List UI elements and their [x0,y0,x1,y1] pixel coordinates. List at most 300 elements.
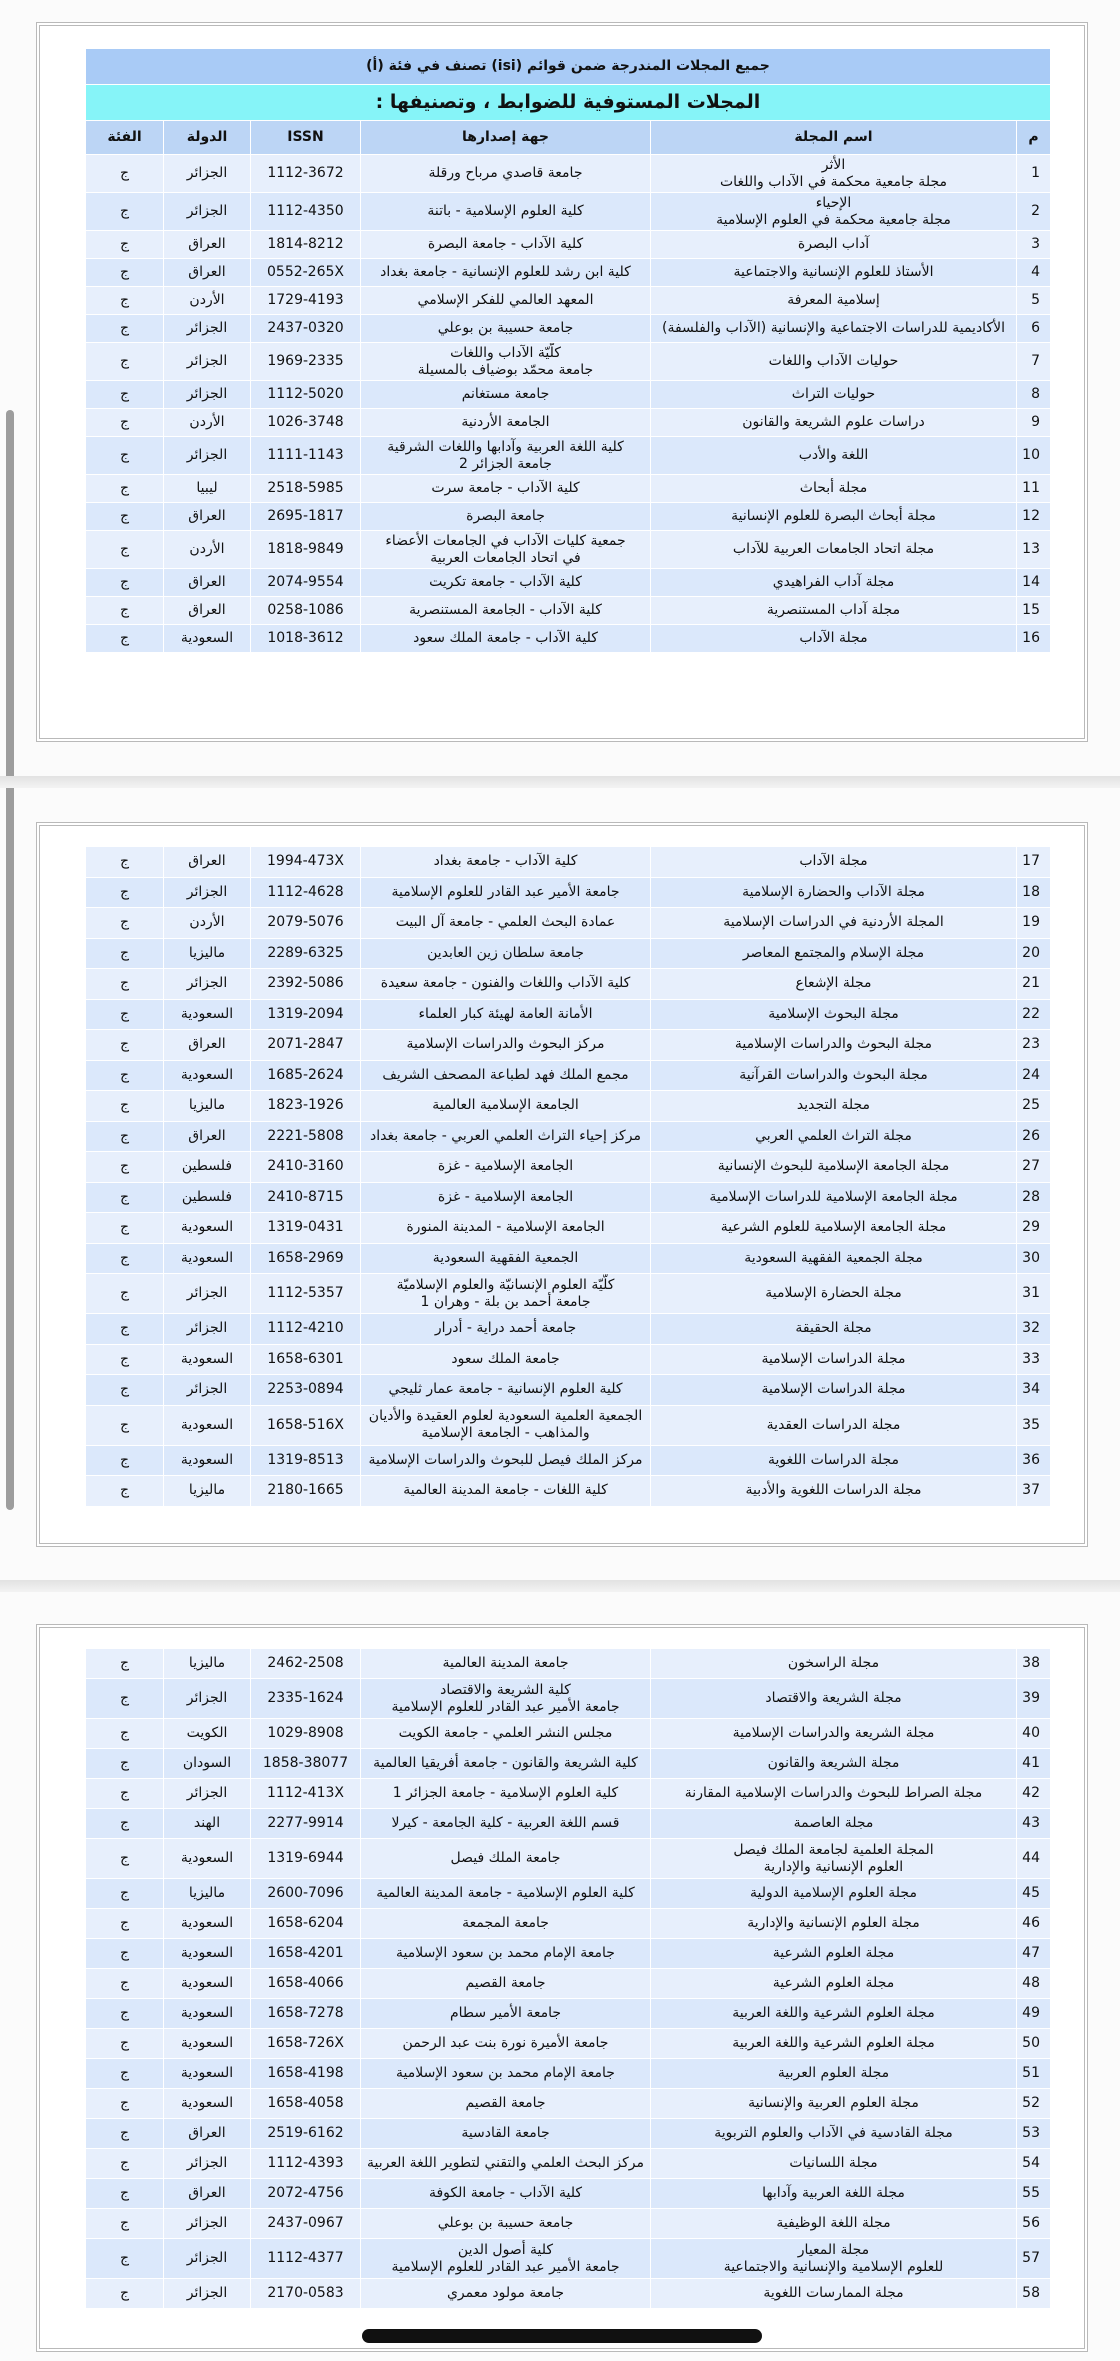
journal-country: الجزائر [164,315,251,343]
journal-name: مجلة الدراسات اللغوية [651,1445,1017,1476]
journal-issn: 1319-0431 [251,1213,361,1244]
journal-issn: 1112-4377 [251,2239,361,2279]
journal-publisher: مجلس النشر العلمي - جامعة الكويت [361,1719,651,1749]
journal-category: ج [86,1152,164,1183]
table-row [86,999,1051,1030]
row-number: 38 [1017,1649,1051,1679]
journal-name: مجلة البحوث والدراسات القرآنية [651,1060,1017,1091]
row-number: 31 [1017,1274,1051,1314]
journal-publisher: مركز البحوث والدراسات الإسلامية [361,1030,651,1061]
row-number: 13 [1017,531,1051,569]
page-separator [0,1580,1120,1592]
journal-country: الجزائر [164,969,251,1000]
journal-publisher: الجامعة الإسلامية - غزة [361,1182,651,1213]
row-number: 17 [1017,847,1051,878]
journal-name: حوليات التراث [651,381,1017,409]
journal-publisher: جامعة المدينة العالمية [361,1649,651,1679]
journal-name: مجلة الإشعاع [651,969,1017,1000]
journal-issn: 1729-4193 [251,287,361,315]
table-row [86,1809,1051,1839]
table-row [86,1182,1051,1213]
journal-issn: 2335-1624 [251,1679,361,1719]
journal-publisher: الجامعة الإسلامية العالمية [361,1091,651,1122]
row-number: 37 [1017,1476,1051,1507]
row-number: 35 [1017,1405,1051,1445]
header-publisher: جهة إصدارها [361,121,651,155]
journal-publisher: جامعة الإمام محمد بن سعود الإسلامية [361,2059,651,2089]
journal-publisher: كلية الشريعة والقانون - جامعة أفريقيا العالمية [361,1749,651,1779]
journals-table-2 [85,846,1051,1507]
table-row [86,2029,1051,2059]
journal-issn: 2289-6325 [251,938,361,969]
journal-country: الجزائر [164,1779,251,1809]
row-number: 52 [1017,2089,1051,2119]
row-number: 33 [1017,1344,1051,1375]
journal-category: ج [86,969,164,1000]
table-row [86,231,1051,259]
journal-issn: 1658-6204 [251,1909,361,1939]
journal-category: ج [86,531,164,569]
journal-publisher: جامعة سلطان زين العابدين [361,938,651,969]
journal-country: السعودية [164,1999,251,2029]
journal-issn: 1112-4393 [251,2149,361,2179]
journal-publisher: كلية الآداب - جامعة تكريت [361,569,651,597]
journal-country: الجزائر [164,193,251,231]
table-row [86,1719,1051,1749]
journal-country: العراق [164,569,251,597]
header-issn: ISSN [251,121,361,155]
journal-issn: 1029-8908 [251,1719,361,1749]
journal-country: السعودية [164,1445,251,1476]
journal-category: ج [86,1243,164,1274]
row-number: 2 [1017,193,1051,231]
row-number: 27 [1017,1152,1051,1183]
journal-country: السعودية [164,1060,251,1091]
journal-issn: 1685-2624 [251,1060,361,1091]
journal-country: الجزائر [164,1274,251,1314]
journal-name: مجلة اللغة الوظيفية [651,2209,1017,2239]
journal-issn: 1658-726X [251,2029,361,2059]
journal-name: مجلة الجامعة الإسلامية للعلوم الشرعية [651,1213,1017,1244]
journal-country: ليبيا [164,475,251,503]
journal-issn: 1018-3612 [251,625,361,653]
journal-publisher: جامعة حسيبة بن بوعلي [361,315,651,343]
journal-country: الكويت [164,1719,251,1749]
journal-country: الجزائر [164,1679,251,1719]
document-title: جميع المجلات المندرجة ضمن قوائم (isi) تصنف في فئة (أ) [86,49,1051,85]
row-number: 19 [1017,908,1051,939]
journal-category: ج [86,1999,164,2029]
journal-publisher: مجمع الملك فهد لطباعة المصحف الشريف [361,1060,651,1091]
journal-country: العراق [164,847,251,878]
journal-issn: 1658-7278 [251,1999,361,2029]
table-row [86,1274,1051,1314]
journal-issn: 1658-4066 [251,1969,361,1999]
table-row [86,343,1051,381]
journal-issn: 1111-1143 [251,437,361,475]
table-row [86,259,1051,287]
journal-name: مجلة الشريعة والاقتصاد [651,1679,1017,1719]
journal-name: مجلة القادسية في الآداب والعلوم التربوية [651,2119,1017,2149]
journal-category: ج [86,1314,164,1345]
journal-publisher: كلية العلوم الإسلامية - جامعة الجزائر 1 [361,1779,651,1809]
journal-category: ج [86,437,164,475]
journal-issn: 1818-9849 [251,531,361,569]
journal-country: الجزائر [164,2209,251,2239]
journal-category: ج [86,2279,164,2309]
row-number: 56 [1017,2209,1051,2239]
journal-country: السعودية [164,1939,251,1969]
journal-category: ج [86,1091,164,1122]
journal-publisher: كلية العلوم الإسلامية - جامعة المدينة العالمية [361,1879,651,1909]
journal-name: دراسات علوم الشريعة والقانون [651,409,1017,437]
journal-country: ماليزيا [164,938,251,969]
row-number: 6 [1017,315,1051,343]
journal-category: ج [86,1213,164,1244]
journal-country: الجزائر [164,2279,251,2309]
row-number: 32 [1017,1314,1051,1345]
journal-issn: 2410-3160 [251,1152,361,1183]
journal-name: الأكاديمية للدراسات الاجتماعية والإنسانية (الآداب والفلسفة) [651,315,1017,343]
journal-name: مجلة الآداب [651,847,1017,878]
journal-publisher: الجمعية الفقهية السعودية [361,1243,651,1274]
journal-name: مجلة الحقيقة [651,1314,1017,1345]
table-row [86,2089,1051,2119]
journal-issn: 1112-5020 [251,381,361,409]
row-number: 44 [1017,1839,1051,1879]
journal-category: ج [86,847,164,878]
row-number: 29 [1017,1213,1051,1244]
row-number: 49 [1017,1999,1051,2029]
journal-publisher: الجامعة الأردنية [361,409,651,437]
table-row [86,2179,1051,2209]
table-row [86,2239,1051,2279]
journal-category: ج [86,2029,164,2059]
journal-category: ج [86,231,164,259]
row-number: 14 [1017,569,1051,597]
journal-publisher: كلية الآداب - جامعة الكوفة [361,2179,651,2209]
journal-category: ج [86,193,164,231]
journal-country: ماليزيا [164,1879,251,1909]
scrollbar[interactable] [6,410,14,1510]
journal-issn: 1658-516X [251,1405,361,1445]
journal-category: ج [86,1879,164,1909]
journal-category: ج [86,1679,164,1719]
table-row [86,437,1051,475]
journal-country: العراق [164,231,251,259]
document-page-2 [36,822,1088,1547]
journal-category: ج [86,569,164,597]
row-number: 10 [1017,437,1051,475]
journal-name: مجلة البحوث والدراسات الإسلامية [651,1030,1017,1061]
journal-category: ج [86,2179,164,2209]
journal-issn: 2437-0967 [251,2209,361,2239]
row-number: 7 [1017,343,1051,381]
journal-publisher: جامعة قاصدي مرباح ورقلة [361,155,651,193]
journal-publisher: كلية الآداب - الجامعة المستنصرية [361,597,651,625]
journal-publisher: كلية العلوم الإسلامية - باتنة [361,193,651,231]
journal-category: ج [86,343,164,381]
table-row [86,2209,1051,2239]
table-row [86,908,1051,939]
journal-publisher: جامعة مستغانم [361,381,651,409]
journal-name: مجلة الآداب [651,625,1017,653]
journal-issn: 1112-4350 [251,193,361,231]
journal-category: ج [86,1649,164,1679]
journal-category: ج [86,475,164,503]
journal-category: ج [86,2209,164,2239]
journal-publisher: كلية الآداب واللغات والفنون - جامعة سعيدة [361,969,651,1000]
journal-category: ج [86,1375,164,1406]
row-number: 22 [1017,999,1051,1030]
journal-country: الجزائر [164,437,251,475]
journal-publisher: جامعة الأمير سطام [361,1999,651,2029]
journal-publisher: كلية العلوم الإنسانية - جامعة عمار ثليجي [361,1375,651,1406]
header-country: الدولة [164,121,251,155]
journal-publisher: كلية الآداب - جامعة البصرة [361,231,651,259]
journal-name: مجلة الشريعة والقانون [651,1749,1017,1779]
journal-category: ج [86,155,164,193]
journal-publisher: كلّيّة الآداب واللغات جامعة محمّد بوضياف بالمسيلة [361,343,651,381]
journal-publisher: كلية الآداب - جامعة سرت [361,475,651,503]
table-row [86,503,1051,531]
table-row [86,155,1051,193]
row-number: 40 [1017,1719,1051,1749]
journal-category: ج [86,1809,164,1839]
table-row [86,315,1051,343]
journal-name: مجلة الدراسات الإسلامية [651,1375,1017,1406]
home-indicator[interactable] [362,2329,762,2343]
journal-name: مجلة الجامعة الإسلامية للبحوث الإنسانية [651,1152,1017,1183]
table-row [86,1030,1051,1061]
journal-country: العراق [164,503,251,531]
table-row [86,597,1051,625]
journal-category: ج [86,1969,164,1999]
row-number: 48 [1017,1969,1051,1999]
journal-issn: 1658-4201 [251,1939,361,1969]
document-page-3 [36,1624,1088,2352]
table-row [86,847,1051,878]
journal-name: مجلة العاصمة [651,1809,1017,1839]
row-number: 54 [1017,2149,1051,2179]
journal-publisher: كلية الشريعة والاقتصاد جامعة الأمير عبد القادر للعلوم الإسلامية [361,1679,651,1719]
journal-category: ج [86,1476,164,1507]
table-row [86,938,1051,969]
journal-issn: 2392-5086 [251,969,361,1000]
row-number: 12 [1017,503,1051,531]
table-row [86,2119,1051,2149]
journal-name: مجلة الدراسات العقدية [651,1405,1017,1445]
table-row [86,1344,1051,1375]
row-number: 4 [1017,259,1051,287]
journal-publisher: مركز الملك فيصل للبحوث والدراسات الإسلامية [361,1445,651,1476]
journal-country: السعودية [164,999,251,1030]
journal-publisher: جامعة الملك سعود [361,1344,651,1375]
table-row [86,1121,1051,1152]
table-row [86,969,1051,1000]
journal-issn: 1112-4628 [251,877,361,908]
row-number: 8 [1017,381,1051,409]
journal-country: الهند [164,1809,251,1839]
journal-name: مجلة اللسانيات [651,2149,1017,2179]
row-number: 5 [1017,287,1051,315]
journal-category: ج [86,2089,164,2119]
journal-issn: 2072-4756 [251,2179,361,2209]
journal-issn: 1319-6944 [251,1839,361,1879]
journal-country: الأردن [164,531,251,569]
journal-publisher: كلية اللغات - جامعة المدينة العالمية [361,1476,651,1507]
journal-publisher: جامعة حسيبة بن بوعلي [361,2209,651,2239]
journal-publisher: الأمانة العامة لهيئة كبار العلماء [361,999,651,1030]
journal-name: المجلة الأردنية في الدراسات الإسلامية [651,908,1017,939]
journal-name: مجلة الصراط للبحوث والدراسات الإسلامية المقارنة [651,1779,1017,1809]
journal-publisher: كلّيّة العلوم الإنسانيّة والعلوم الإسلاميّة جامعة أحمد بن بلة - وهران 1 [361,1274,651,1314]
journal-name: مجلة آداب المستنصرية [651,597,1017,625]
journal-country: ماليزيا [164,1091,251,1122]
page-separator [0,776,1120,788]
journal-name: مجلة الجمعية الفقهية السعودية [651,1243,1017,1274]
journal-name: إسلامية المعرفة [651,287,1017,315]
table-row [86,569,1051,597]
table-row [86,1969,1051,1999]
journal-name: مجلة التراث العلمي العربي [651,1121,1017,1152]
row-number: 39 [1017,1679,1051,1719]
journal-publisher: الجمعية العلمية السعودية لعلوم العقيدة والأديان والمذاهب - الجامعة الإسلامية [361,1405,651,1445]
journal-category: ج [86,1274,164,1314]
journal-issn: 1658-2969 [251,1243,361,1274]
journal-category: ج [86,2059,164,2089]
journal-country: السعودية [164,2089,251,2119]
journal-category: ج [86,999,164,1030]
journal-issn: 2071-2847 [251,1030,361,1061]
journal-category: ج [86,2239,164,2279]
journal-category: ج [86,259,164,287]
table-row [86,475,1051,503]
journal-country: الأردن [164,287,251,315]
row-number: 51 [1017,2059,1051,2089]
row-number: 55 [1017,2179,1051,2209]
row-number: 16 [1017,625,1051,653]
journal-category: ج [86,625,164,653]
journal-name: مجلة الراسخون [651,1649,1017,1679]
journal-category: ج [86,877,164,908]
row-number: 15 [1017,597,1051,625]
row-number: 47 [1017,1939,1051,1969]
table-row [86,625,1051,653]
journal-publisher: جامعة القصيم [361,2089,651,2119]
journal-category: ج [86,1719,164,1749]
journal-country: السودان [164,1749,251,1779]
table-row [86,2149,1051,2179]
journal-category: ج [86,1939,164,1969]
journal-category: ج [86,409,164,437]
journal-category: ج [86,1405,164,1445]
journal-country: العراق [164,259,251,287]
journal-issn: 2410-8715 [251,1182,361,1213]
row-number: 36 [1017,1445,1051,1476]
row-number: 24 [1017,1060,1051,1091]
journal-category: ج [86,1344,164,1375]
journal-issn: 0552-265X [251,259,361,287]
table-row [86,1476,1051,1507]
journal-publisher: جامعة البصرة [361,503,651,531]
journal-category: ج [86,908,164,939]
journal-country: السعودية [164,625,251,653]
journal-issn: 1658-4198 [251,2059,361,2089]
journal-category: ج [86,503,164,531]
table-row [86,1999,1051,2029]
journal-issn: 1026-3748 [251,409,361,437]
row-number: 3 [1017,231,1051,259]
table-row [86,381,1051,409]
journals-table-1 [85,48,1051,653]
row-number: 21 [1017,969,1051,1000]
journal-country: فلسطين [164,1152,251,1183]
row-number: 46 [1017,1909,1051,1939]
journal-category: ج [86,2149,164,2179]
journal-name: مجلة الجامعة الإسلامية للدراسات الإسلامية [651,1182,1017,1213]
journal-country: السعودية [164,1213,251,1244]
journal-name: مجلة الممارسات اللغوية [651,2279,1017,2309]
journal-name: مجلة أبحاث البصرة للعلوم الإنسانية [651,503,1017,531]
journal-issn: 2221-5808 [251,1121,361,1152]
journal-issn: 2079-5076 [251,908,361,939]
journal-name: مجلة الدراسات اللغوية والأدبية [651,1476,1017,1507]
journal-publisher: كلية ابن رشد للعلوم الإنسانية - جامعة بغداد [361,259,651,287]
journal-issn: 1658-6301 [251,1344,361,1375]
journal-category: ج [86,287,164,315]
journal-publisher: كلية أصول الدين جامعة الأمير عبد القادر للعلوم الإسلامية [361,2239,651,2279]
journal-issn: 1814-8212 [251,231,361,259]
table-row [86,1213,1051,1244]
journal-country: الجزائر [164,381,251,409]
journal-name: مجلة الشريعة والدراسات الإسلامية [651,1719,1017,1749]
row-number: 34 [1017,1375,1051,1406]
journal-issn: 1994-473X [251,847,361,878]
journal-publisher: المعهد العالمي للفكر الإسلامي [361,287,651,315]
table-row [86,1939,1051,1969]
journal-country: الجزائر [164,2239,251,2279]
table-row [86,409,1051,437]
journal-issn: 2600-7096 [251,1879,361,1909]
journal-name: الأستاذ للعلوم الإنسانية والاجتماعية [651,259,1017,287]
journal-publisher: مركز إحياء التراث العلمي العربي - جامعة بغداد [361,1121,651,1152]
journal-issn: 1658-4058 [251,2089,361,2119]
journal-country: الجزائر [164,155,251,193]
journal-issn: 2519-6162 [251,2119,361,2149]
journal-name: مجلة العلوم الشرعية واللغة العربية [651,1999,1017,2029]
journal-issn: 1112-5357 [251,1274,361,1314]
row-number: 20 [1017,938,1051,969]
table-row [86,1839,1051,1879]
journal-issn: 2277-9914 [251,1809,361,1839]
journal-publisher: مركز البحث العلمي والتقني لتطوير اللغة العربية [361,2149,651,2179]
journal-publisher: جامعة الإمام محمد بن سعود الإسلامية [361,1939,651,1969]
journal-category: ج [86,1909,164,1939]
journal-name: مجلة الدراسات الإسلامية [651,1344,1017,1375]
journal-issn: 1823-1926 [251,1091,361,1122]
table-row [86,1445,1051,1476]
table-row [86,1679,1051,1719]
journal-publisher: جامعة الملك فيصل [361,1839,651,1879]
journal-name: المجلة العلمية لجامعة الملك فيصل العلوم الإنسانية والإدارية [651,1839,1017,1879]
journal-issn: 1319-2094 [251,999,361,1030]
row-number: 53 [1017,2119,1051,2149]
journal-issn: 1969-2335 [251,343,361,381]
journal-country: ماليزيا [164,1649,251,1679]
journal-issn: 1319-8513 [251,1445,361,1476]
journal-publisher: جامعة مولود معمري [361,2279,651,2309]
